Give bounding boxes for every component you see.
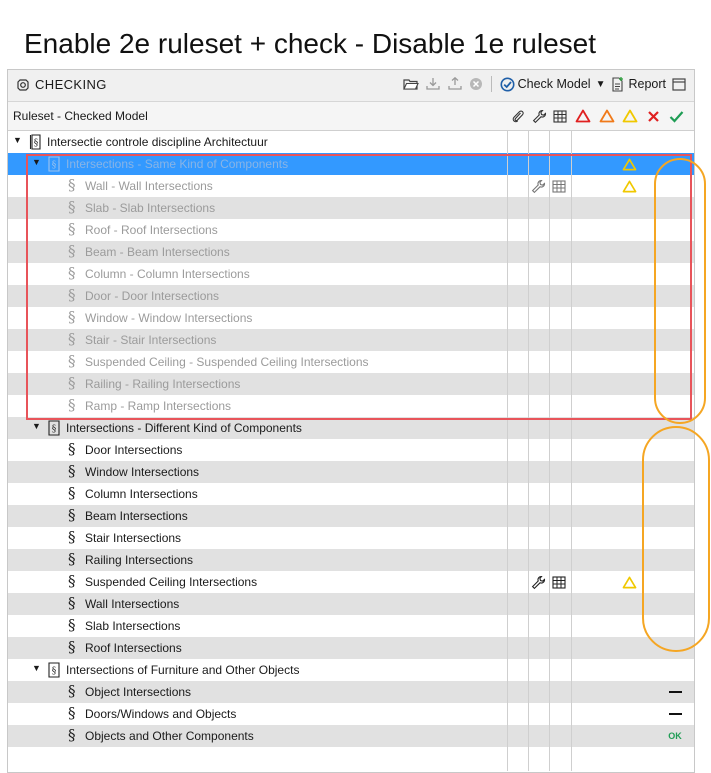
toolbar — [8, 70, 694, 102]
tree-row-label: Column Intersections — [85, 487, 198, 501]
tree-row-rule[interactable] — [8, 527, 694, 549]
rule-icon: § — [68, 198, 76, 216]
minor-warning-icon[interactable] — [621, 107, 639, 125]
tree-row-label: Door Intersections — [85, 443, 183, 457]
checking-icon — [16, 78, 30, 92]
panel-layout-icon[interactable] — [672, 78, 686, 91]
tree-row-rule[interactable] — [8, 681, 694, 703]
tree-row-label: Intersections - Same Kind of Components — [66, 157, 289, 171]
rule-icon: § — [68, 484, 76, 502]
tree-row-label: Intersectie controle discipline Architectuur — [47, 135, 268, 149]
tree-row-rule[interactable] — [8, 703, 694, 725]
minor-warning-icon — [621, 574, 637, 590]
accepted-icon[interactable] — [667, 107, 685, 125]
rule-icon: § — [68, 682, 76, 700]
ruleset-group-icon — [47, 662, 61, 678]
check-model-icon — [500, 77, 515, 92]
rule-icon: § — [68, 352, 76, 370]
tree-row-label: Railing Intersections — [85, 553, 194, 567]
rule-icon: § — [68, 440, 76, 458]
rule-icon: § — [68, 704, 76, 722]
collapse-arrow-icon[interactable]: ▼ — [13, 135, 22, 145]
rule-icon: § — [68, 264, 76, 282]
tree-row-rule[interactable] — [8, 439, 694, 461]
rule-icon: § — [68, 726, 76, 744]
tree-row-rule[interactable] — [8, 593, 694, 615]
tree-row-rule[interactable] — [8, 549, 694, 571]
tree-row-rule[interactable] — [8, 637, 694, 659]
check-model-button[interactable] — [500, 77, 606, 92]
collapse-arrow-icon[interactable]: ▼ — [32, 157, 41, 167]
svg-text:§: § — [51, 424, 57, 435]
highlight-oval-second — [642, 426, 710, 652]
open-folder-icon[interactable] — [403, 77, 419, 91]
svg-text:§: § — [33, 138, 39, 149]
tree-row-label: Door - Door Intersections — [85, 289, 220, 303]
wrench-icon[interactable] — [530, 107, 548, 125]
not-applicable-dash-icon — [667, 706, 683, 722]
ruleset-group-icon — [47, 420, 61, 436]
tree-row-root[interactable] — [8, 131, 694, 153]
tree-row-rule[interactable] — [8, 505, 694, 527]
collapse-arrow-icon[interactable]: ▼ — [32, 421, 41, 431]
tree-row-label: Doors/Windows and Objects — [85, 707, 237, 721]
rule-icon: § — [68, 572, 76, 590]
tree-row-label: Slab - Slab Intersections — [85, 201, 216, 215]
panel-title-label: CHECKING — [35, 77, 107, 92]
report-icon — [611, 77, 625, 92]
tree-row-rule[interactable] — [8, 571, 694, 593]
rule-icon: § — [68, 286, 76, 304]
rule-icon: § — [68, 506, 76, 524]
tree-row-label: Intersections - Different Kind of Components — [66, 421, 302, 435]
svg-text:§: § — [51, 666, 57, 677]
rule-icon: § — [68, 374, 76, 392]
critical-warning-icon[interactable] — [574, 107, 592, 125]
major-warning-icon[interactable] — [598, 107, 616, 125]
rule-icon: § — [68, 220, 76, 238]
tree-row-group-different-kind[interactable] — [8, 417, 694, 439]
highlight-oval-first — [654, 158, 706, 424]
tree-row-label: Roof - Roof Intersections — [85, 223, 218, 237]
check-model-label: Check Model — [517, 77, 591, 91]
panel-title — [16, 77, 107, 92]
tree-row-label: Railing - Railing Intersections — [85, 377, 241, 391]
rule-icon: § — [68, 528, 76, 546]
ok-status-badge: OK — [668, 731, 682, 741]
caption-title: Enable 2e ruleset + check - Disable 1e ruleset — [24, 28, 596, 59]
tree-header — [8, 102, 694, 131]
rule-icon: § — [68, 462, 76, 480]
rule-icon: § — [68, 176, 76, 194]
tree-row-rule[interactable] — [8, 483, 694, 505]
tree-row-label: Column - Column Intersections — [85, 267, 250, 281]
tree-row-label: Wall Intersections — [85, 597, 180, 611]
tree-row-label: Ramp - Ramp Intersections — [85, 399, 232, 413]
rule-icon: § — [68, 550, 76, 568]
report-label: Report — [628, 77, 666, 91]
dropdown-caret-icon[interactable]: ▼ — [595, 78, 606, 90]
tree-row-label: Beam Intersections — [85, 509, 188, 523]
tree-row-label: Wall - Wall Intersections — [85, 179, 213, 193]
table-icon[interactable] — [551, 107, 569, 125]
tree-row-rule[interactable] — [8, 461, 694, 483]
tree-row-label: Suspended Ceiling Intersections — [85, 575, 258, 589]
tree-row-group-furniture[interactable] — [8, 659, 694, 681]
header-ruleset-label: Ruleset - Checked Model — [13, 109, 148, 123]
rule-icon: § — [68, 616, 76, 634]
tree-row-rule[interactable] — [8, 725, 694, 747]
tree-row-rule[interactable] — [8, 615, 694, 637]
paperclip-icon[interactable] — [509, 107, 527, 125]
tree-row-label: Beam - Beam Intersections — [85, 245, 230, 259]
ruleset-icon — [29, 134, 43, 150]
tree-row-label: Stair Intersections — [85, 531, 182, 545]
tree-row-label: Window Intersections — [85, 465, 200, 479]
rejected-icon[interactable] — [644, 107, 662, 125]
rule-icon: § — [68, 594, 76, 612]
tree-row-label: Intersections of Furniture and Other Objects — [66, 663, 300, 677]
tree-row-label: Window - Window Intersections — [85, 311, 253, 325]
export-icon[interactable] — [447, 77, 463, 91]
tree-row-label: Object Intersections — [85, 685, 192, 699]
rule-icon: § — [68, 330, 76, 348]
wrench-icon[interactable] — [530, 574, 546, 590]
tree-row-label: Objects and Other Components — [85, 729, 254, 743]
import-icon[interactable] — [425, 77, 441, 91]
highlight-disabled-ruleset — [26, 154, 692, 420]
rule-icon: § — [68, 242, 76, 260]
report-button[interactable] — [611, 77, 666, 92]
rule-icon: § — [68, 396, 76, 414]
toolbar-separator — [491, 76, 492, 92]
not-applicable-dash-icon — [667, 684, 683, 700]
tree-row-label: Stair - Stair Intersections — [85, 333, 217, 347]
rule-icon: § — [68, 638, 76, 656]
rule-icon: § — [68, 308, 76, 326]
svg-text:§: § — [51, 160, 57, 171]
stop-icon[interactable] — [469, 77, 483, 91]
tree-row-label: Slab Intersections — [85, 619, 181, 633]
table-icon[interactable] — [551, 574, 567, 590]
collapse-arrow-icon[interactable]: ▼ — [32, 663, 41, 673]
tree-row-label: Suspended Ceiling - Suspended Ceiling Intersections — [85, 355, 369, 369]
tree-row-label: Roof Intersections — [85, 641, 182, 655]
